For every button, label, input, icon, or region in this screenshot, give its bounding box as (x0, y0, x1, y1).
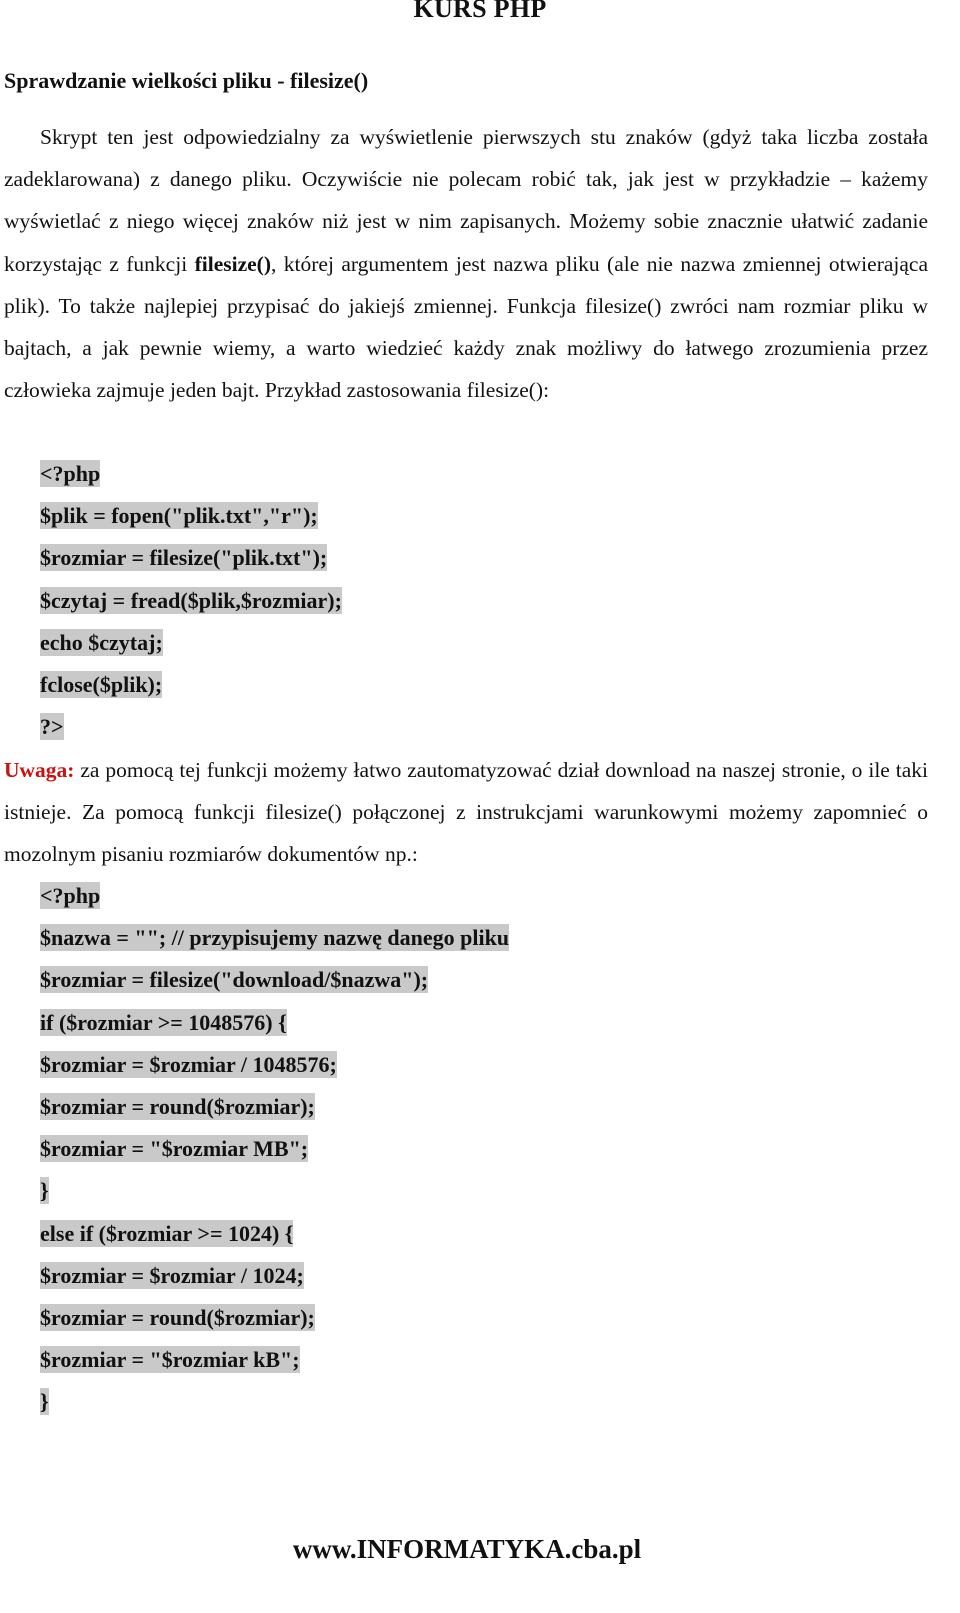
code-line: if ($rozmiar >= 1048576) { (40, 1009, 287, 1035)
warning-label: Uwaga: (4, 758, 75, 782)
code-line: fclose($plik); (40, 671, 163, 697)
code-line: } (40, 1389, 49, 1415)
code-line: $rozmiar = $rozmiar / 1048576; (40, 1051, 337, 1077)
code-line: <?php (40, 461, 101, 486)
code-line: else if ($rozmiar >= 1024) { (40, 1220, 294, 1246)
code-line: <?php (40, 883, 101, 908)
paragraph-warning (4, 749, 928, 876)
page-header-title: KURS PHP (413, 0, 547, 23)
code-line: $czytaj = fread($plik,$rozmiar); (40, 587, 342, 613)
code-line: $rozmiar = round($rozmiar); (40, 1304, 315, 1330)
code-line: $rozmiar = round($rozmiar); (40, 1093, 315, 1119)
paragraph-intro-function-name: filesize() (194, 251, 271, 276)
paragraph-warning-text: za pomocą tej funkcji możemy łatwo zautomatyzować dział download na naszej stronie, o ile taki istnieje. Za pomocą funkcji filesize() połączonej z instrukcjami warunkowymi możemy zapomnieć o mozolnym pisaniu rozmiarów dokumentów np.: (4, 758, 928, 867)
code-line: $rozmiar = filesize("plik.txt"); (40, 545, 328, 571)
paragraph-intro (4, 116, 928, 411)
code-line: $plik = fopen("plik.txt","r"); (40, 503, 318, 529)
code-line: echo $czytaj; (40, 629, 163, 655)
code-line: } (40, 1178, 49, 1204)
footer-url: www.INFORMATYKA.cba.pl (292, 1534, 642, 1564)
code-example-1 (40, 453, 342, 748)
section-title: Sprawdzanie wielkości pliku - filesize() (4, 68, 369, 93)
code-line: $rozmiar = $rozmiar / 1024; (40, 1262, 304, 1288)
code-line: $nazwa = ""; // przypisujemy nazwę danego pliku (40, 925, 510, 951)
code-line: $rozmiar = filesize("download/$nazwa"); (40, 967, 429, 993)
paragraph-intro-text-after: , której argumentem jest nazwa pliku (ale nie nazwa zmiennej otwierająca plik). To także najlepiej przypisać do jakiejś zmiennej. Funkcja filesize() zwróci nam rozmiar pliku w bajtach, a jak pewnie wiemy, a warto wiedzieć każdy znak możliwy do łatwego zrozumienia przez człowieka zajmuje jeden bajt. Przykład zastosowania filesize(): (4, 251, 928, 403)
code-line: $rozmiar = "$rozmiar kB"; (40, 1347, 300, 1373)
code-line: ?> (40, 714, 64, 740)
code-example-2 (40, 875, 509, 1423)
paragraph-intro-text-before: Skrypt ten jest odpowiedzialny za wyświetlenie pierwszych stu znaków (gdyż taka liczba została zadeklarowana) z danego pliku. Oczywiście nie polecam robić tak, jak jest w przykładzie – każemy wyświetlać z niego więcej znaków niż jest w nim zapisanych. Możemy sobie znacznie ułatwić zadanie korzystając z funkcji (4, 125, 928, 276)
code-line: $rozmiar = "$rozmiar MB"; (40, 1136, 309, 1162)
